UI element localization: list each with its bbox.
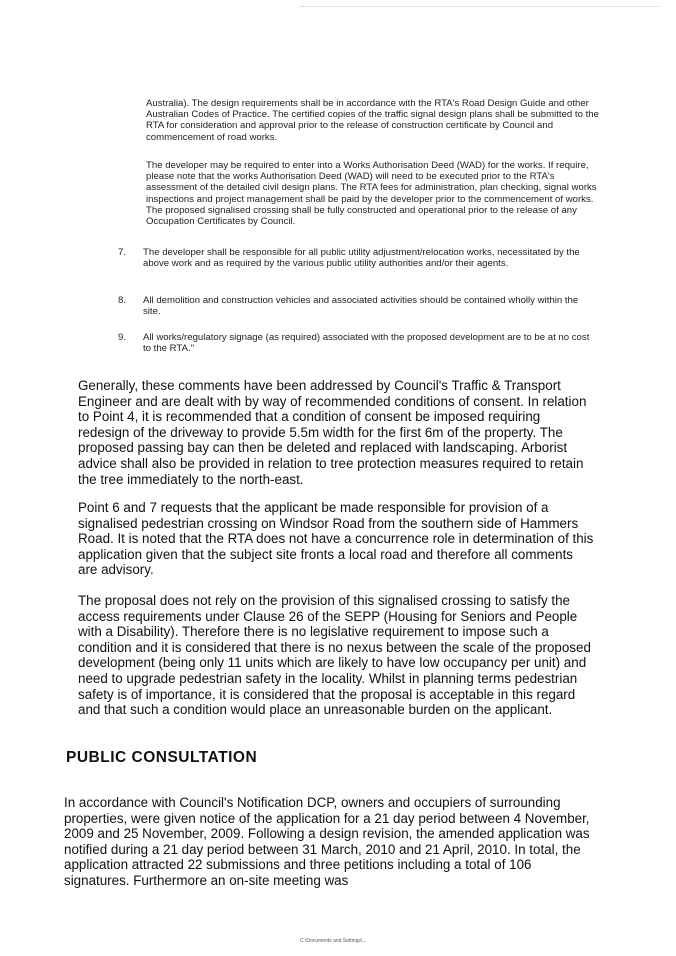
scan-artifact: [300, 6, 660, 11]
body-paragraph: Point 6 and 7 requests that the applicant be made responsible for provision of a signalised pedestrian crossing on Windsor Road from the southern side of Hammers Road. It is noted that the RTA does not have a concurrence role in determination of this application given that the subject site fronts a local road and therefore all comments are advisory.: [78, 500, 594, 578]
list-text: All works/regulatory signage (as required) associated with the proposed development are to be at no cost to the RTA.": [143, 332, 590, 355]
list-number: 9.: [118, 332, 127, 343]
body-paragraph: In accordance with Council's Notification DCP, owners and occupiers of surrounding properties, were given notice of the application for a 21 day period between 4 November, 2009 and 25 November, 2009. Following a design revision, the amended application was notified during a 21 day period between 31 March, 2010 and 21 April, 2010. In total, the application attracted 22 submissions and three petitions including a total of 106 signatures. Furthermore an on-site meeting was: [64, 795, 590, 888]
list-text: The developer shall be responsible for all public utility adjustment/relocation works, necessitated by the above work and as required by the various public utility authorities and/or their agents.: [143, 247, 580, 270]
quoted-text: The developer may be required to enter into a Works Authorisation Deed (WAD) for the works. If require, please note that the works Authorisation Deed (WAD) will need to be executed prior to the RTA's assessment of the detailed civil design plans. The RTA fees for administration, plan checking, signal works inspections and project management shall be paid by the developer prior to the commencement of works. The proposed signalised crossing shall be fully constructed and operational prior to the release of any Occupation Certificates by Council.: [146, 160, 597, 228]
quoted-paragraph-design: [146, 98, 600, 143]
body-paragraph: The proposal does not rely on the provision of this signalised crossing to satisfy the access requirements under Clause 26 of the SEPP (Housing for Seniors and People with a Disability). Therefore there is no legislative requirement to impose such a condition and it is considered that there is no nexus between the scale of the proposed development (being only 11 units which are likely to have low occupancy per unit) and need to upgrade pedestrian safety in the locality. Whilst in planning terms pedestrian safety is of importance, it is considered that the proposal is acceptable in this regard and that such a condition would place an unreasonable burden on the applicant.: [78, 593, 591, 718]
quoted-text: Australia). The design requirements shall be in accordance with the RTA's Road Design Guide and other Australian Codes of Practice. The certified copies of the traffic signal design plans shall be submitted to the RTA for consideration and approval prior to the release of construction certificate by Council and commencement of road works.: [146, 98, 599, 143]
section-heading: PUBLIC CONSULTATION: [66, 749, 258, 766]
list-text: All demolition and construction vehicles and associated activities should be contained wholly within the site.: [143, 295, 579, 318]
quoted-paragraph-wad: [146, 160, 600, 227]
list-number: 8.: [118, 295, 127, 306]
footer-path: C:\Documents and Settings\...: [300, 938, 367, 944]
body-paragraph: Generally, these comments have been addressed by Council's Traffic & Transport Engineer and are dealt with by way of recommended conditions of consent. In relation to Point 4, it is recommended that a condition of consent be imposed requiring redesign of the driveway to provide 5.5m width for the first 6m of the property. The proposed passing bay can then be deleted and replaced with landscaping. Arborist advice shall also be provided in relation to tree protection measures required to retain the tree immediately to the north-east.: [78, 378, 587, 487]
list-number: 7.: [118, 247, 127, 258]
